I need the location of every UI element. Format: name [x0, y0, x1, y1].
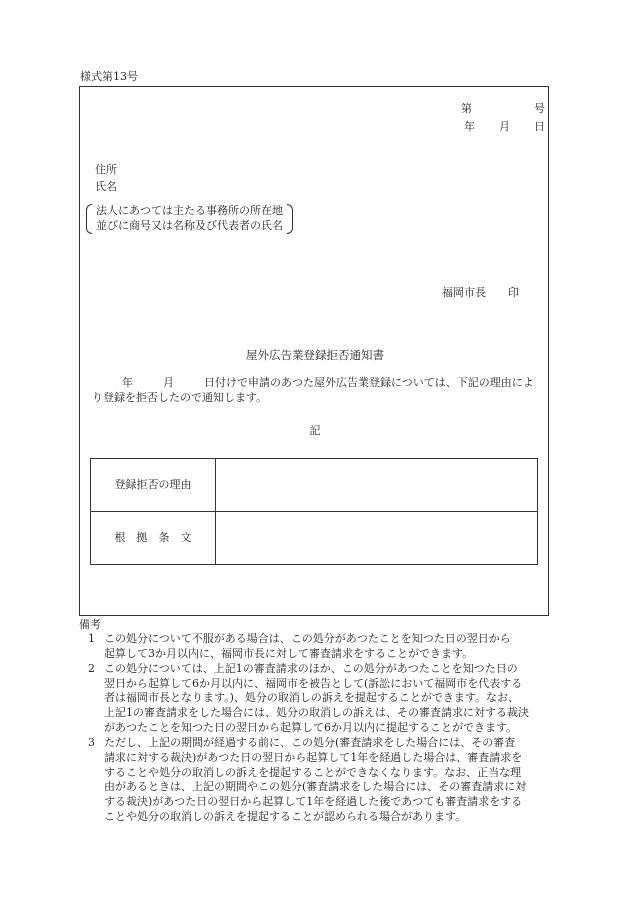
note-line: 者は福岡市長となります。)、処分の取消しの訴えを提起することができます。なお、: [104, 691, 520, 705]
form-number: 様式第13号: [80, 70, 138, 83]
number-prefix: 第: [461, 102, 472, 115]
note-number: 3: [88, 735, 95, 749]
number-suffix: 号: [534, 102, 545, 115]
body-month: 月: [163, 376, 174, 389]
seal-mark: 印: [508, 286, 519, 299]
body-year: 年: [122, 376, 133, 389]
note-line: があつたことを知つた日の翌日から起算して6か月以内に提起することができます。: [104, 721, 518, 735]
note-line: 上記1の審査請求をした場合には、処分の取消しの訴えは、その審査請求に対する裁決: [104, 706, 529, 720]
note-line: ことや処分の取消しの訴えを提起することが認められる場合があります。: [104, 810, 467, 824]
corporate-note-line-2: 並びに商号又は名称及び代表者の氏名: [96, 218, 283, 232]
note-line: この処分について不服がある場合は、この処分があつたことを知つた日の翌日から: [104, 632, 511, 645]
note-line: 起算して3か月以内に、福岡市長に対して審査請求をすることができます。: [104, 646, 474, 660]
name-label: 氏名: [95, 180, 117, 193]
note-item: [88, 632, 550, 662]
date-year: 年: [464, 120, 475, 133]
document-number: [461, 102, 545, 117]
notes-heading: 備考: [79, 618, 101, 631]
ki-marker: 記: [309, 424, 321, 437]
basis-value: [216, 512, 538, 565]
reason-value: [216, 459, 538, 512]
note-line: 由があるときは、上記の期間やこの処分(審査請求をした場合には、その審査請求に対: [104, 780, 527, 794]
corporate-note: [86, 204, 293, 234]
corporate-note-line-1: 法人にあつては主たる事務所の所在地: [96, 204, 283, 217]
issuer: [442, 286, 519, 301]
note-line: ただし、上記の期間が経過する前に、この処分(審査請求をした場合には、その審査: [104, 735, 516, 749]
table-row: [91, 512, 538, 565]
body-sentence: 日付けで申請のあつた屋外広告業登録については、下記の理由により登録を拒否したので通知します。: [92, 376, 534, 404]
issuer-name: 福岡市長: [442, 286, 486, 299]
note-line: する裁決)があつた日の翌日から起算して1年を経過した後であつても審査請求をする: [104, 795, 523, 809]
basis-label: 根 拠 条 文: [91, 512, 216, 565]
document-title: 屋外広告業登録拒否通知書: [246, 348, 384, 362]
note-line: 翌日から起算して6か月以内に、福岡市を被告として(訴訟において福岡市を代表する: [104, 676, 523, 690]
note-line: 請求に対する裁決)があつた日の翌日から起算して1年を経過した場合は、審査請求を: [104, 750, 523, 764]
body-text: [92, 376, 542, 406]
date-month: 月: [499, 120, 510, 133]
note-item: [88, 736, 550, 825]
note-line: この処分については、上記1の審査請求のほか、この処分があつたことを知つた日の: [104, 661, 518, 675]
note-number: 1: [88, 632, 95, 645]
note-line: することや処分の取消しの訴えを提起することができなくなります。なお、正当な理: [104, 765, 522, 779]
date-day: 日: [534, 120, 545, 133]
table-row: [91, 459, 538, 512]
notes-list: [88, 632, 550, 825]
reason-label: 登録拒否の理由: [91, 459, 216, 512]
document-date: [464, 120, 545, 135]
note-item: [88, 662, 550, 736]
address-label: 住所: [95, 163, 117, 176]
note-number: 2: [88, 661, 95, 675]
reason-table: [90, 458, 538, 565]
